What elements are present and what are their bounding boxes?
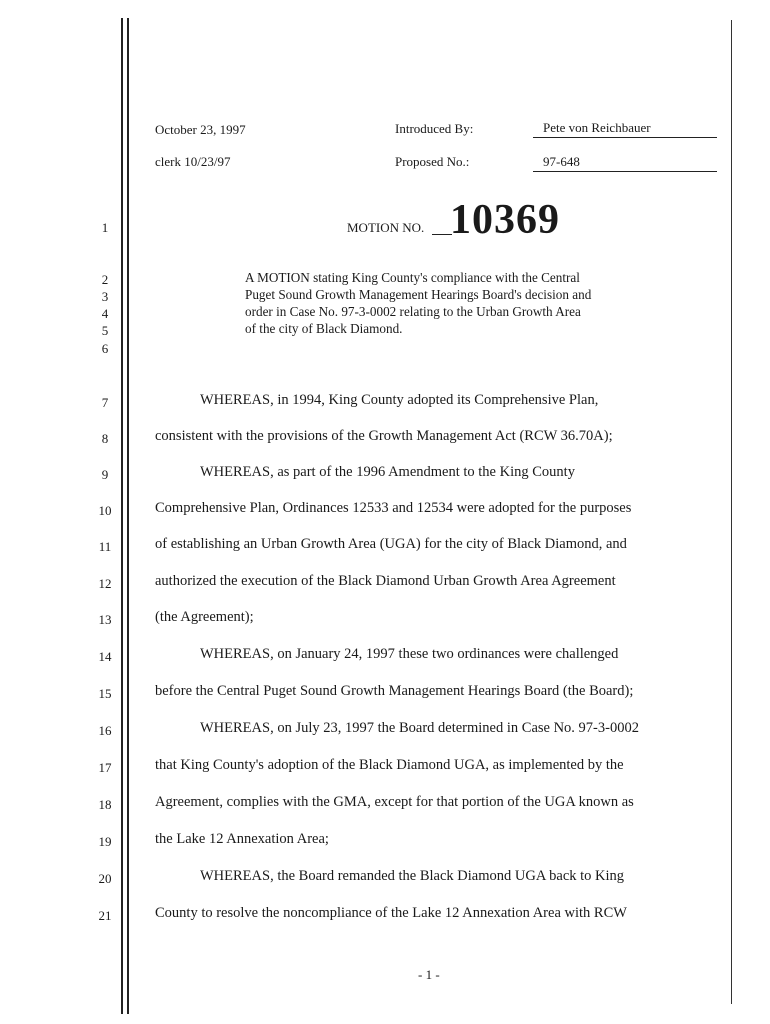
line-number: 7 [101,395,109,410]
body-line: Comprehensive Plan, Ordinances 12533 and 12534 were adopted for the purposes [155,500,632,516]
abstract-line: of the city of Black Diamond. [245,321,403,336]
proposed-no-underline [533,171,717,172]
clerk-note: clerk 10/23/97 [155,154,231,169]
line-number: 1 [101,220,109,235]
line-number: 10 [98,503,112,518]
line-number: 2 [101,272,109,287]
motion-number-underline [432,234,452,235]
line-number: 14 [98,649,112,664]
body-line: WHEREAS, in 1994, King County adopted its Comprehensive Plan, [200,392,599,408]
line-number: 15 [98,686,112,701]
line-number: 20 [98,871,112,886]
body-line: WHEREAS, the Board remanded the Black Diamond UGA back to King [200,868,625,884]
line-number: 19 [98,834,112,849]
line-number: 21 [98,908,112,923]
abstract-line: order in Case No. 97-3-0002 relating to the Urban Growth Area [245,304,581,319]
right-margin-rule [731,20,732,1004]
line-number: 6 [101,341,109,356]
line-number: 16 [98,723,112,738]
body-line: consistent with the provisions of the Growth Management Act (RCW 36.70A); [155,428,613,444]
left-margin-rule-inner [127,18,129,1014]
abstract-line: Puget Sound Growth Management Hearings Board's decision and [245,287,592,302]
line-number: 4 [101,306,109,321]
date: October 23, 1997 [155,122,246,137]
body-line: Agreement, complies with the GMA, except for that portion of the UGA known as [155,794,634,810]
line-number: 11 [98,539,112,554]
body-line: WHEREAS, on July 23, 1997 the Board determined in Case No. 97-3-0002 [200,720,639,736]
proposed-no-value: 97-648 [543,154,580,169]
line-number: 3 [101,289,109,304]
line-number: 13 [98,612,112,627]
introduced-by-value: Pete von Reichbauer [543,120,651,135]
body-line: that King County's adoption of the Black Diamond UGA, as implemented by the [155,757,624,773]
body-line: the Lake 12 Annexation Area; [155,831,329,847]
body-line: WHEREAS, as part of the 1996 Amendment to the King County [200,464,575,480]
abstract-line: A MOTION stating King County's compliance with the Central [245,270,580,285]
line-number: 5 [101,323,109,338]
body-line: WHEREAS, on January 24, 1997 these two ordinances were challenged [200,646,619,662]
proposed-no-label: Proposed No.: [395,154,470,169]
body-line: (the Agreement); [155,609,254,625]
line-number: 17 [98,760,112,775]
line-number: 8 [101,431,109,446]
line-number: 18 [98,797,112,812]
body-line: County to resolve the noncompliance of the Lake 12 Annexation Area with RCW [155,905,627,921]
body-line: before the Central Puget Sound Growth Management Hearings Board (the Board); [155,683,634,699]
motion-number: 10369 [450,197,560,243]
body-line: authorized the execution of the Black Diamond Urban Growth Area Agreement [155,573,616,589]
page-number: - 1 - [418,967,440,982]
motion-label: MOTION NO. [347,220,425,235]
body-line: of establishing an Urban Growth Area (UGA) for the city of Black Diamond, and [155,536,627,552]
introduced-by-underline [533,137,717,138]
line-number: 9 [101,467,109,482]
introduced-by-label: Introduced By: [395,121,474,136]
line-number: 12 [98,576,112,591]
